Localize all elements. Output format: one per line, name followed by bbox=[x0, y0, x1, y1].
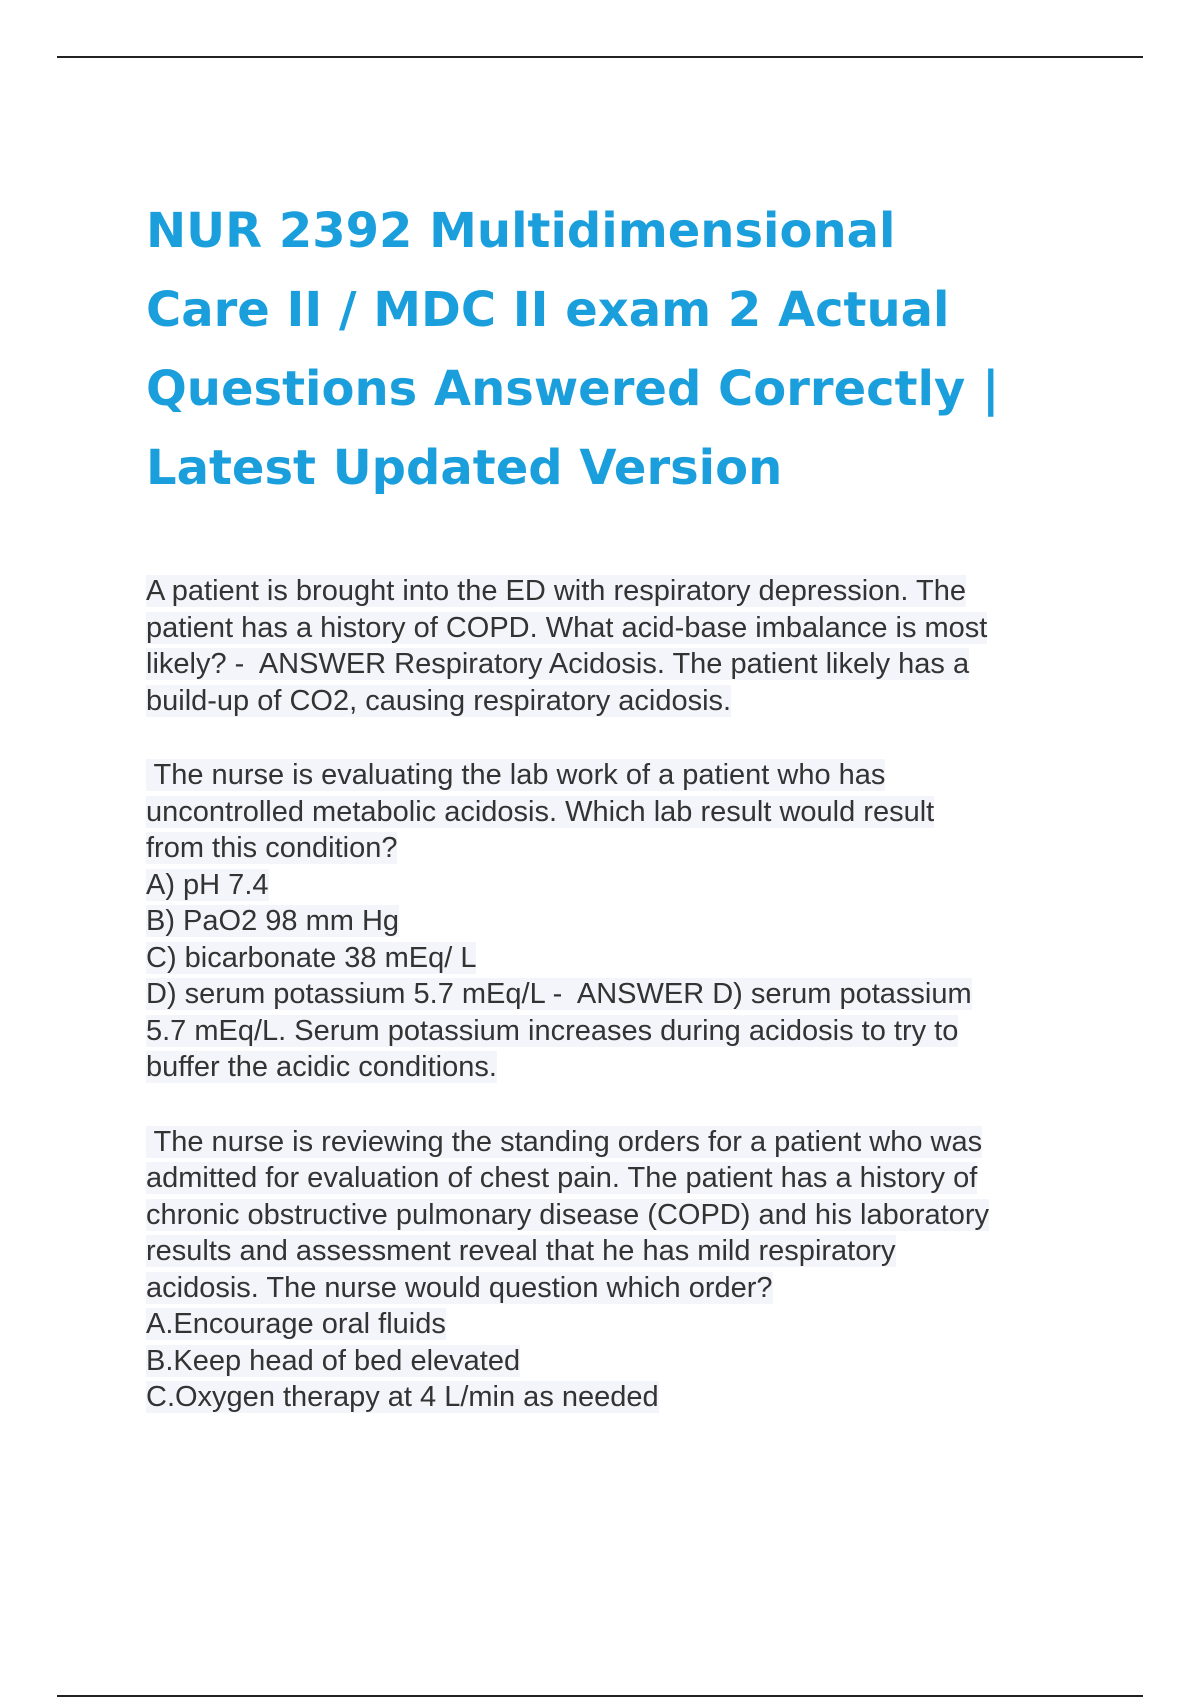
text-line: The nurse is evaluating the lab work of a patient who has bbox=[146, 759, 886, 791]
question-block-2 bbox=[146, 757, 1106, 1086]
bottom-rule bbox=[57, 1695, 1143, 1697]
title-line: NUR 2392 Multidimensional bbox=[146, 203, 896, 259]
text-line: admitted for evaluation of chest pain. The patient has a history of bbox=[146, 1162, 978, 1194]
text-line: 5.7 mEq/L. Serum potassium increases during acidosis to try to bbox=[146, 1014, 959, 1047]
text-line: from this condition? bbox=[146, 832, 398, 864]
text-line: acidosis. The nurse would question which order? bbox=[146, 1271, 773, 1304]
option-line: A) pH 7.4 bbox=[146, 868, 269, 901]
option-line: A.Encourage oral fluids bbox=[146, 1308, 446, 1340]
top-rule bbox=[57, 56, 1143, 58]
option-line: B.Keep head of bed elevated bbox=[146, 1344, 521, 1377]
title-line: Latest Updated Version bbox=[146, 440, 783, 496]
option-line: B) PaO2 98 mm Hg bbox=[146, 905, 400, 937]
option-line: C.Oxygen therapy at 4 L/min as needed bbox=[146, 1381, 659, 1413]
text-line: chronic obstructive pulmonary disease (COPD) and his laboratory bbox=[146, 1198, 989, 1231]
text-line: A patient is brought into the ED with respiratory depression. The bbox=[146, 575, 966, 607]
document-body bbox=[146, 573, 1106, 1416]
option-line: D) serum potassium 5.7 mEq/L - ANSWER D) serum potassium bbox=[146, 978, 972, 1010]
text-line: The nurse is reviewing the standing orders for a patient who was bbox=[146, 1125, 983, 1158]
text-line: build-up of CO2, causing respiratory acidosis. bbox=[146, 684, 732, 717]
text-line: uncontrolled metabolic acidosis. Which lab result would result bbox=[146, 795, 935, 828]
question-block-1 bbox=[146, 573, 1106, 719]
question-block-3 bbox=[146, 1124, 1106, 1416]
text-line: patient has a history of COPD. What acid-base imbalance is most bbox=[146, 611, 988, 644]
text-line: likely? - ANSWER Respiratory Acidosis. The patient likely has a bbox=[146, 648, 970, 680]
document-title bbox=[146, 192, 1106, 508]
text-line: results and assessment reveal that he has mild respiratory bbox=[146, 1235, 896, 1267]
title-line: Care II / MDC II exam 2 Actual bbox=[146, 282, 950, 338]
option-line: C) bicarbonate 38 mEq/ L bbox=[146, 941, 477, 974]
title-line: Questions Answered Correctly | bbox=[146, 361, 1000, 417]
text-line: buffer the acidic conditions. bbox=[146, 1051, 497, 1083]
